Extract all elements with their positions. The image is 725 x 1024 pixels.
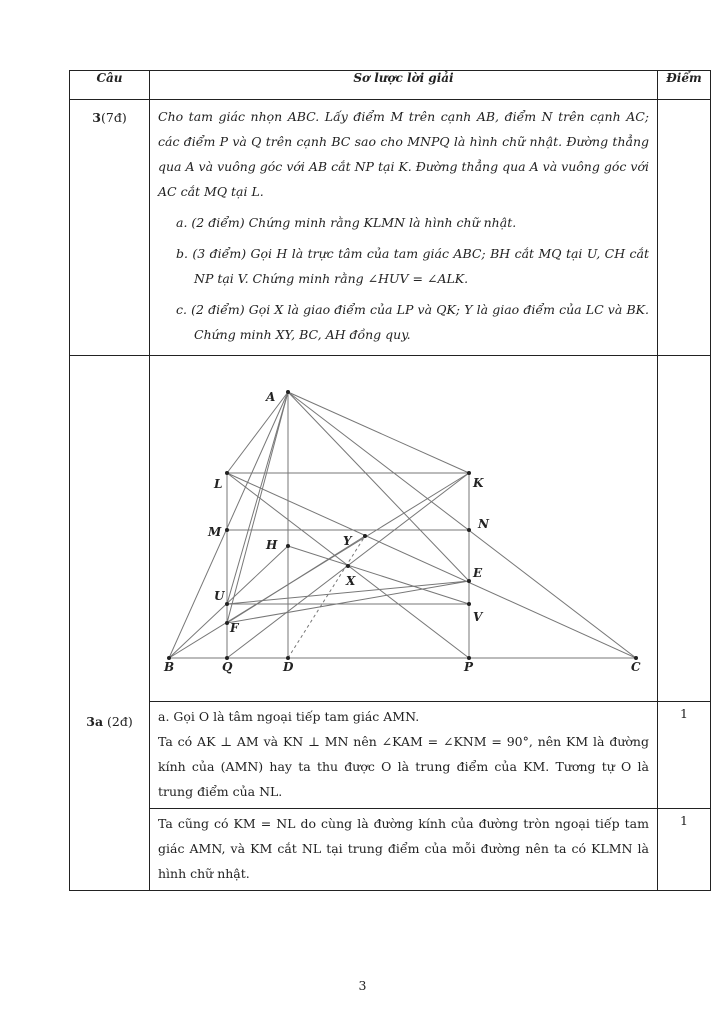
point-v — [467, 602, 471, 606]
solution-step1-line2: Ta có AK ⊥ AM và KN ⊥ MN nên ∠KAM = ∠KNM = 90°, nên KM là đường kính của (AMN) hay ta thu được O là trung điểm của KM. Tương tự O là trung điểm của NL. — [158, 734, 649, 799]
label-m: M — [208, 525, 222, 539]
solution-step1-line1: a. Gọi O là tâm ngoại tiếp tam giác AMN. — [158, 709, 420, 724]
label-l: L — [214, 477, 223, 491]
part-b: b. (3 điểm) Gọi H là trực tâm của tam giác ABC; BH cắt MQ tại U, CH cắt NP tại V. Chứng minh rằng ∠HUV = ∠ALK. — [176, 246, 649, 286]
label-v: V — [473, 610, 483, 624]
label-b: B — [164, 660, 175, 674]
point-l — [225, 471, 229, 475]
figure-cell — [150, 356, 658, 702]
solution-step2-score: 1 — [658, 809, 711, 891]
geometry-figure — [150, 356, 658, 701]
solution-step2-cell — [150, 809, 658, 891]
point-x — [346, 564, 350, 568]
problem-row — [70, 100, 711, 356]
solution-label-cell — [70, 356, 150, 891]
point-y — [363, 534, 367, 538]
point-m — [225, 528, 229, 532]
problem-statement-cell — [150, 100, 658, 356]
label-h: H — [266, 538, 278, 552]
label-p: P — [464, 660, 474, 674]
header-points: Điểm — [658, 71, 711, 100]
label-a: A — [266, 390, 276, 404]
solution-step2-row — [70, 809, 711, 891]
point-a — [286, 390, 290, 394]
problem-number-cell — [70, 100, 150, 356]
label-u: U — [214, 589, 225, 603]
solution-table — [69, 70, 711, 891]
page-number: 3 — [358, 978, 367, 993]
label-d: D — [283, 660, 294, 674]
part-c: c. (2 điểm) Gọi X là giao điểm của LP và QK; Y là giao điểm của LC và BK. Chứng minh XY, BC, AH đồng quy. — [176, 302, 649, 342]
solution-step1-row — [70, 702, 711, 809]
figure-row — [70, 356, 711, 702]
solution-step1-score: 1 — [658, 702, 711, 809]
point-n — [467, 528, 471, 532]
part-a: a. (2 điểm) Chứng minh rằng KLMN là hình chữ nhật. — [176, 215, 517, 230]
problem-number: 3 — [92, 110, 101, 125]
label-f: F — [230, 621, 239, 635]
point-u — [225, 602, 229, 606]
problem-statement: Cho tam giác nhọn ABC. Lấy điểm M trên cạnh AB, điểm N trên cạnh AC; các điểm P và Q trên cạnh BC sao cho MNPQ là hình chữ nhật. Đường thẳng qua A và vuông góc với AB cắt NP tại K. Đường thẳng qua A và vuông góc với AC cắt MQ tại L. — [158, 109, 649, 199]
solution-points-label: (2đ) — [107, 714, 133, 729]
label-k: K — [473, 476, 484, 490]
label-c: C — [631, 660, 641, 674]
label-y: Y — [343, 534, 352, 548]
solution-step1-cell — [150, 702, 658, 809]
label-q: Q — [222, 660, 233, 674]
label-e: E — [473, 566, 483, 580]
label-n: N — [478, 517, 489, 531]
point-f — [225, 621, 229, 625]
table-header-row — [70, 71, 711, 100]
point-e — [467, 579, 471, 583]
figure-points-cell — [658, 356, 711, 702]
point-h — [286, 544, 290, 548]
problem-points-cell — [658, 100, 711, 356]
header-solution: Sơ lược lời giải — [150, 71, 658, 100]
label-x: X — [346, 574, 356, 588]
solution-label: 3a — [86, 714, 104, 729]
header-question: Câu — [70, 71, 150, 100]
solution-step2-text: Ta cũng có KM = NL do cùng là đường kính của đường tròn ngoại tiếp tam giác AMN, và KM cắt NL tại trung điểm của mỗi đường nên ta có KLMN là hình chữ nhật. — [158, 816, 649, 881]
problem-points: (7đ) — [100, 110, 127, 125]
point-k — [467, 471, 471, 475]
